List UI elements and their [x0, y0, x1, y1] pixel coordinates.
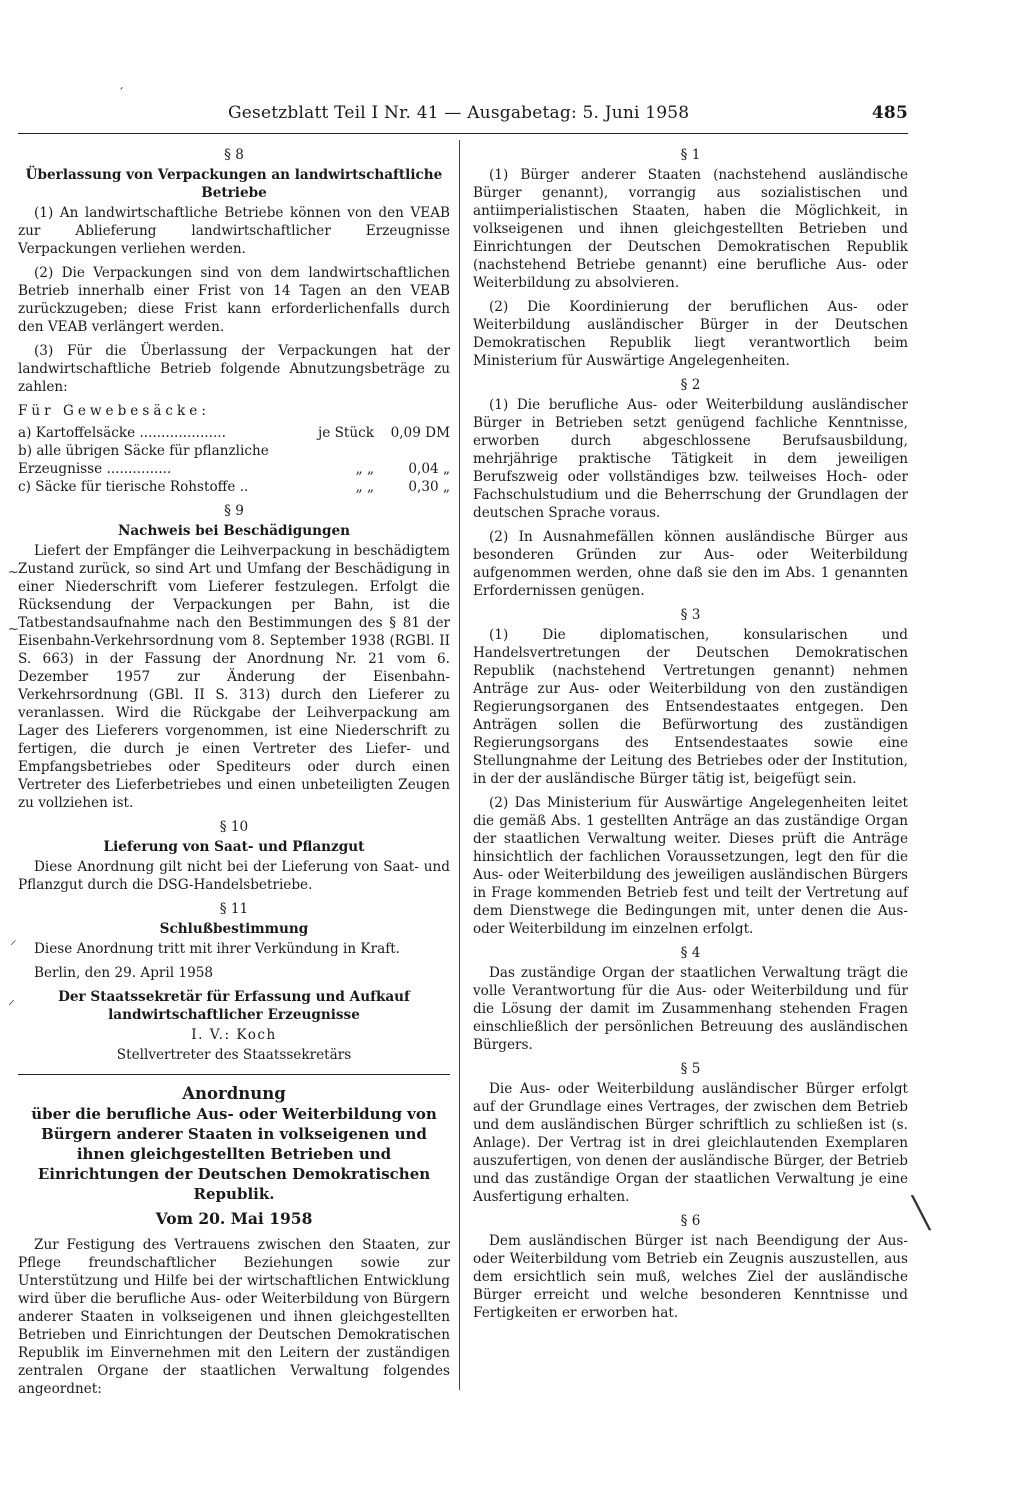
paragraph: (1) Bürger anderer Staaten (nachstehend ausländische Bürger genannt), vorrangig aus sozialistischen und antiimperialistischen Staaten, haben die Möglichkeit, in volkseigenen und ihnen gleichgestellten Betrieben und Einrichtungen der Deutschen Demokratischen Republik (nachstehend Betriebe genannt) eine berufliche Aus- oder Weiterbildung zu absolvieren.: [473, 167, 908, 291]
paragraph: Liefert der Empfänger die Leihverpackung in beschädigtem Zustand zurück, so sind Art und Umfang der Beschädigung in einer Niederschrift vom Lieferer festzulegen. Erfolgt die Rücksendung der Verpackungen per Bahn, ist die Tatbestandsaufnahme nach den Bestimmungen des § 81 der Eisenbahn-Verkehrsordnung vom 8. September 1938 (RGBl. II S. 663) in der Fassung der Anordnung Nr. 21 vom 6. Dezember 1957 zur Änderung der Eisenbahn-Verkehrsordnung (GBl. II S. 313) durch den Lieferer zu veranlassen. Wird die Rückgabe der Leihverpackung am Lager des Lieferers vorgenommen, ist eine Niederschrift zu fertigen, die durch je einen Vertreter des Liefer- und Empfangsbetriebes oder Spediteurs oder durch einen Vertreter des Lieferbetriebes und einen unbeteiligten Zeugen zu vollziehen ist.: [18, 543, 450, 811]
paragraph: Diese Anordnung tritt mit ihrer Verkündung in Kraft.: [34, 941, 401, 957]
section-number: § 3: [680, 607, 701, 623]
fee-item-amount: 0,04 „: [408, 461, 450, 477]
paragraph: (1) Die berufliche Aus- oder Weiterbildung ausländischer Bürger in Betrieben setzt genügend fachliche Kenntnisse, erworben durch abgeschlossene Berufsausbildung, mehrjährige praktische Tätigkeit in dem jeweiligen Berufszweig oder vollständiges bzw. teilweises Hoch- oder Fachschulstudium und die Beherrschung der Grundlagen der deutschen Sprache voraus.: [473, 397, 908, 521]
fee-item-label: c) Säcke für tierische Rohstoffe ..: [18, 479, 249, 495]
column-divider: [459, 140, 460, 1390]
pencil-mark-icon: ˊ: [118, 86, 124, 100]
pencil-mark-icon: ⸝: [10, 933, 17, 948]
signatory-office: Der Staatssekretär für Erfassung und Aufkauf landwirtschaftlicher Erzeugnisse: [58, 989, 410, 1023]
ordinance-date: Vom 20. Mai 1958: [155, 1209, 313, 1228]
signatory-role: Stellvertreter des Staatssekretärs: [116, 1047, 352, 1063]
left-column: [18, 142, 450, 1404]
paragraph: (3) Für die Überlassung der Verpackungen hat der landwirtschaftliche Betrieb folgende Abnutzungsbeträge zu zahlen:: [18, 343, 450, 395]
pencil-mark-icon: ⸝: [8, 992, 15, 1008]
gazette-header-title: Gesetzblatt Teil I Nr. 41 — Ausgabetag: 5. Juni 1958: [228, 103, 690, 123]
ordinance-title: Anordnung: [182, 1084, 286, 1103]
fee-item-unit: je Stück: [318, 425, 374, 441]
section-number: § 5: [680, 1061, 701, 1077]
section-title: Lieferung von Saat- und Pflanzgut: [103, 839, 365, 855]
pencil-mark-icon: ╲: [912, 1196, 931, 1231]
fee-item-amount: 0,09 DM: [390, 425, 450, 441]
paragraph: (2) Die Verpackungen sind von dem landwirtschaftlichen Betrieb innerhalb einer Frist von 14 Tagen an den VEAB zurückzugeben; diese Frist kann erforderlichenfalls durch den VEAB verlängert werden.: [18, 265, 450, 335]
header-rule: [18, 133, 908, 134]
fee-list: [18, 402, 450, 496]
section-number: § 10: [219, 819, 249, 835]
section-number: § 6: [680, 1213, 701, 1229]
paragraph: (1) An landwirtschaftliche Betriebe können von den VEAB zur Ablieferung landwirtschaftlicher Erzeugnisse Verpackungen verliehen werden.: [18, 205, 450, 257]
paragraph: Das zuständige Organ der staatlichen Verwaltung trägt die volle Verantwortung für die Aus- oder Weiterbildung und für die Lösung der damit im Zusammenhang stehenden Fragen einschließlich der persönlichen Betreuung des ausländischen Bürgers.: [473, 965, 908, 1053]
fee-item-unit: „ „: [355, 461, 374, 477]
fee-list-item: [18, 424, 450, 442]
ordinance-subtitle: über die berufliche Aus- oder Weiterbildung von Bürgern anderer Staaten in volkseigenen und ihnen gleichgestellten Betrieben und Einrichtungen der Deutschen Demokratischen Republik.: [31, 1105, 437, 1203]
section-number: § 2: [680, 377, 701, 393]
fee-item-amount: 0,30 „: [408, 479, 450, 495]
paragraph: Dem ausländischen Bürger ist nach Beendigung der Aus- oder Weiterbildung vom Betrieb ein Zeugnis auszustellen, aus dem ersichtlich sein muß, welches Ziel der ausländische Bürger erreicht und welche besonderen Kenntnisse und Fertigkeiten er erworben hat.: [473, 1233, 908, 1321]
section-title: Schlußbestimmung: [159, 921, 309, 937]
section-number: § 8: [224, 147, 244, 163]
paragraph: Die Aus- oder Weiterbildung ausländischer Bürger erfolgt auf der Grundlage eines Vertrages, der zwischen dem Betrieb und dem ausländischen Bürger schriftlich zu schließen ist (s. Anlage). Der Vertrag ist in drei gleichlautenden Exemplaren auszufertigen, von denen der ausländische Bürger, der Betrieb und das zuständige Organ der staatlichen Verwaltung je eine Ausfertigung erhalten.: [473, 1081, 908, 1205]
section-number: § 1: [680, 147, 701, 163]
place-date: Berlin, den 29. April 1958: [34, 965, 214, 981]
fee-list-item: [18, 442, 450, 478]
section-number: § 9: [224, 503, 244, 519]
fee-list-heading: Für Gewebesäcke:: [18, 403, 210, 419]
paragraph: (2) In Ausnahmefällen können ausländische Bürger aus besonderen Gründen zur Aus- oder Weiterbildung aufgenommen werden, ohne daß sie den im Abs. 1 genannten Erfordernissen genügen.: [473, 529, 908, 599]
pencil-mark-icon: ~: [8, 565, 19, 580]
fee-list-item: [18, 478, 450, 496]
signatory-name: I. V.: Koch: [191, 1027, 277, 1043]
pencil-mark-icon: ~: [8, 622, 19, 637]
section-divider: [18, 1074, 450, 1075]
fee-item-label: a) Kartoffelsäcke ....................: [18, 425, 226, 441]
paragraph: (2) Das Ministerium für Auswärtige Angelegenheiten leitet die gemäß Abs. 1 gestellten Anträge an das zuständige Organ der staatlichen Verwaltung weiter. Dieses prüft die Anträge hinsichtlich der fachlichen Voraussetzungen, legt den für die Aus- oder Weiterbildung des jeweiligen ausländischen Bürgers in Frage kommenden Betrieb fest und teilt der Vertretung auf dem Dienstwege die Bedingungen mit, unter denen die Aus- oder Weiterbildung im einzelnen erfolgt.: [473, 795, 908, 937]
fee-item-label: b) alle übrigen Säcke für pflanzliche Erzeugnisse ...............: [18, 443, 269, 477]
section-title: Nachweis bei Beschädigungen: [117, 523, 351, 539]
section-number: § 11: [219, 901, 249, 917]
section-number: § 4: [680, 945, 701, 961]
right-column: [473, 142, 908, 1328]
paragraph: (2) Die Koordinierung der beruflichen Aus- oder Weiterbildung ausländischer Bürger in der Deutschen Demokratischen Republik liegt verantwortlich beim Ministerium für Auswärtige Angelegenheiten.: [473, 299, 908, 369]
paragraph: Diese Anordnung gilt nicht bei der Lieferung von Saat- und Pflanzgut durch die DSG-Handelsbetriebe.: [18, 859, 450, 893]
ordinance-preamble: Zur Festigung des Vertrauens zwischen den Staaten, zur Pflege freundschaftlicher Beziehungen sowie zur Unterstützung und Hilfe bei der wirtschaftlichen Entwicklung wird über die berufliche Aus- oder Weiterbildung von Bürgern anderer Staaten in volkseigenen und ihnen gleichgestellten Betrieben und Einrichtungen der Deutschen Demokratischen Republik im Einvernehmen mit den Leitern der zuständigen zentralen Organe der staatlichen Verwaltung folgendes angeordnet:: [18, 1237, 450, 1397]
paragraph: (1) Die diplomatischen, konsularischen und Handelsvertretungen der Deutschen Demokratischen Republik (nachstehend Vertretungen genannt) nehmen Anträge zur Aus- oder Weiterbildung von den zuständigen Regierungsorganen des Entsendestaates entgegen. Den Anträgen sollen die Befürwortung des zuständigen Regierungsorgans des Entsendestaates sowie eine Stellungnahme der Leitung des Betriebes oder der Institution, in der der ausländische Bürger tätig ist, beigefügt sein.: [473, 627, 908, 787]
section-title: Überlassung von Verpackungen an landwirtschaftliche Betriebe: [25, 167, 443, 201]
fee-item-unit: „ „: [355, 479, 374, 495]
page-header: [228, 103, 908, 127]
page-number: 485: [871, 103, 908, 123]
